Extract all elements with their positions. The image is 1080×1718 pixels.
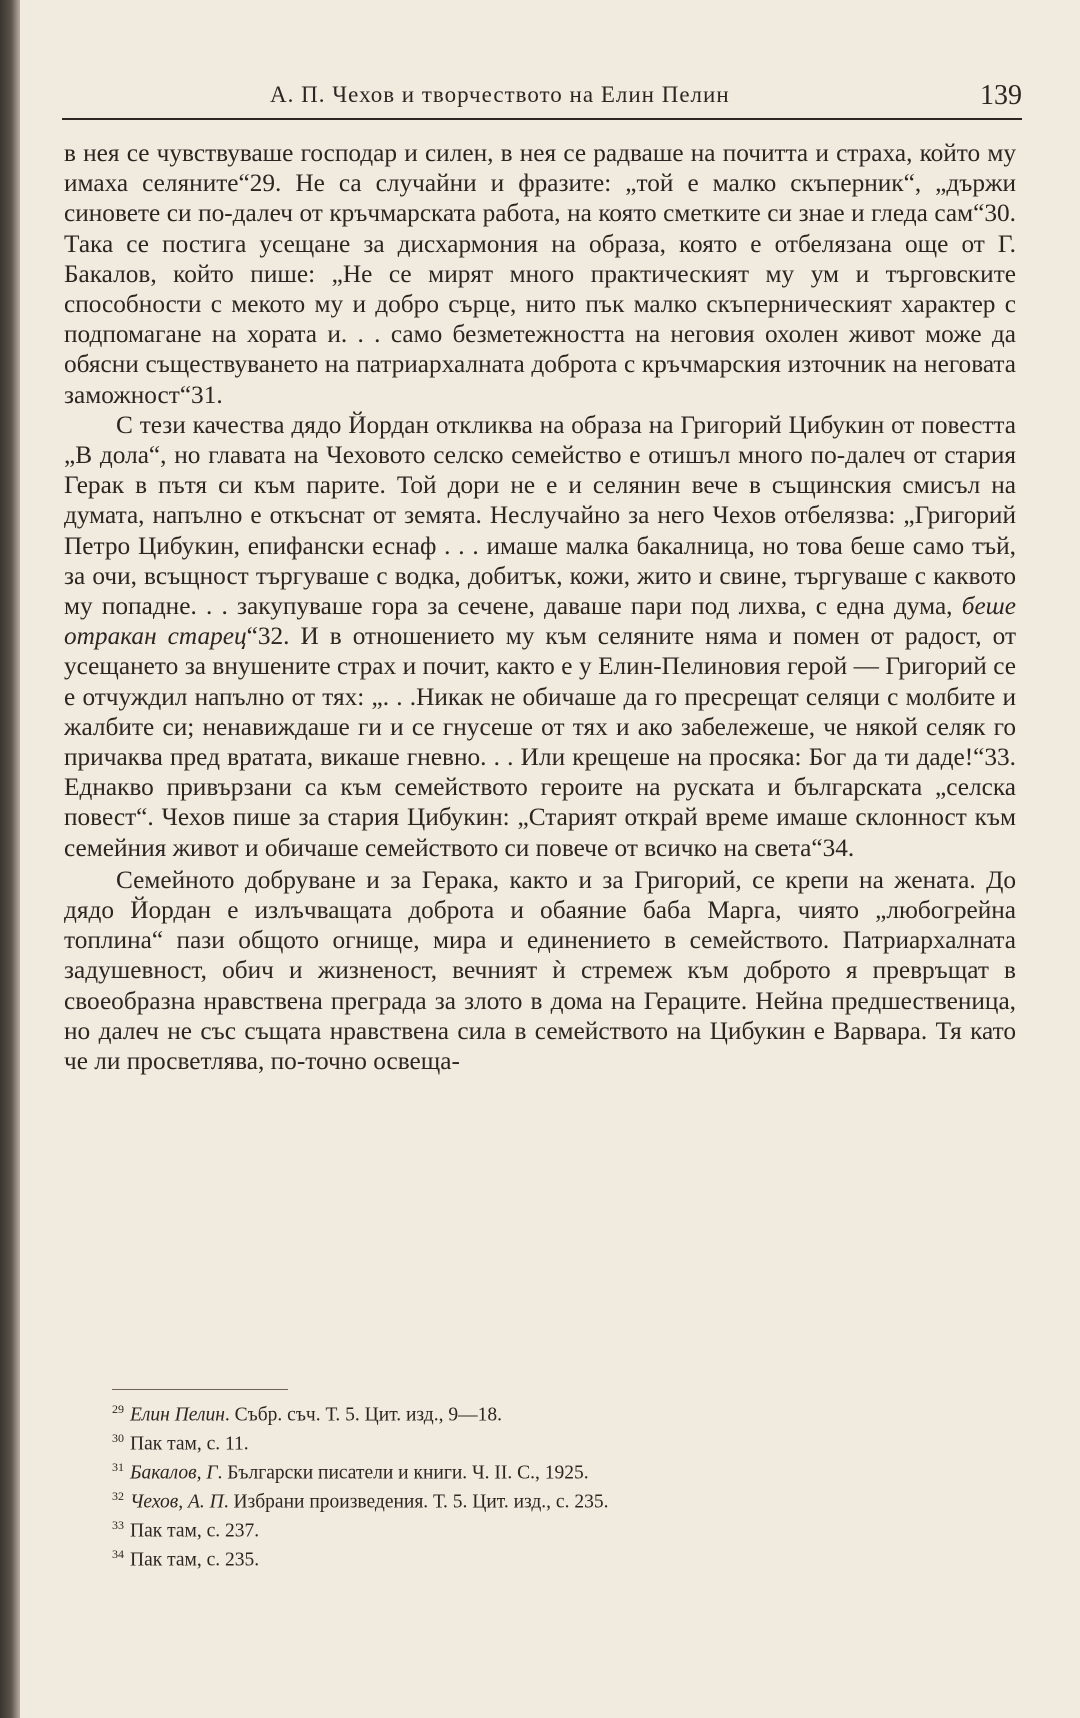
footnote-number: 33	[112, 1517, 124, 1532]
page-number: 139	[980, 80, 1022, 111]
footnote-31	[112, 1456, 992, 1485]
footnote-number: 32	[112, 1488, 124, 1503]
footnotes	[112, 1398, 992, 1571]
footnote-text: Пак там, с. 11.	[130, 1433, 249, 1455]
paragraph-3: Семейното добруване и за Герака, както и за Григорий, се крепи на жената. До дядо Йордан е излъчващата доброта и обаяние баба Марга, чиято „любогрейна топлина“ пази общото огнище, мира и единението в семейството. Патриархалната задушевност, обич и жизненост, вечният ѝ стремеж към доброто я превръщат в своеобразна нравствена преграда за злото в дома на Гераците. Нейна предшественица, но далеч не със същата нравствена сила в семейството на Цибукин е Варвара. Тя като че ли просветлява, по-точно освеща-	[64, 865, 1016, 1076]
footnote-number: 30	[112, 1430, 124, 1445]
footnote-author: Бакалов, Г	[130, 1462, 218, 1484]
footnote-author: Елин Пелин	[130, 1404, 225, 1426]
footnote-author: Чехов, А. П	[130, 1491, 224, 1513]
paragraph-2	[64, 410, 1016, 863]
footnote-number: 31	[112, 1459, 124, 1474]
body-text	[64, 138, 1016, 1076]
footnote-33	[112, 1514, 992, 1543]
footnote-34	[112, 1543, 992, 1572]
header-rule	[62, 118, 1022, 120]
footnote-30	[112, 1427, 992, 1456]
paragraph-1: в нея се чувствуваше господар и силен, в нея се радваше на почитта и страха, който му имаха селяните“29. Не са случайни и фразите: „той е малко скъперник“, „държи синовете си по-далеч от кръчмарската работа, на която сметките си знае и гледа сам“30. Така се постига усещане за дисхармония на образа, която е отбелязана още от Г. Бакалов, който пише: „Не се мирят много практическият му ум и търговските способности с мекото му и добро сърце, нито пък малко скъперническият характер с подпомагане на хората и. . . само безметежността на неговия охолен живот може да обясни съществуването на патриархалната доброта с кръчмарския източник на неговата заможност“31.	[64, 139, 1016, 409]
footnote-32	[112, 1485, 992, 1514]
footnote-rule	[112, 1389, 288, 1390]
footnote-text: . Събр. съч. Т. 5. Цит. изд., 9—18.	[224, 1404, 502, 1426]
footnote-29	[112, 1398, 992, 1427]
paragraph-2-text-b: “32. И в отношението му към селяните няма и помен от радост, от усещането за внушените страх и почит, както е у Елин-Пелиновия герой — Григорий се е отчуждил напълно от тях: „. . .Никак не обичаше да го пресрещат селяци с молбите и жалбите си; ненавиждаше ги и се гнусеше от тях и ако забележеше, че някой селяк го причаква пред вратата, викаше гневно. . . Или крещеше на просяка: Бог да ти даде!“33. Еднакво привързани са към семейството героите на руската и българската „селска повест“. Чехов пише за стария Цибукин: „Старият открай време имаше склонност към семейния живот и обичаше семейството си повече от всичко на света“34.	[64, 622, 1017, 862]
footnote-text: . Български писатели и книги. Ч. II. С., 1925.	[217, 1462, 589, 1484]
footnote-number: 29	[112, 1402, 124, 1416]
running-header	[62, 78, 1022, 130]
footnote-number: 34	[112, 1546, 124, 1561]
paragraph-2-text-a: С тези качества дядо Йордан откликва на образа на Григорий Цибукин от повестта „В дола“, но главата на Чеховото селско семейство е отишъл много по-далеч от стария Герак в пътя си към парите. Той дори не е и селянин вече в същинския смисъл на думата, напълно е откъснат от земята. Неслучайно за него Чехов отбелязва: „Григорий Петро Цибукин, епифански еснаф . . . имаше малка бакалница, но това беше само тъй, за очи, всъщност търгуваше с водка, добитък, кожи, жито и свине, търгуваше с каквото му попадне. . . закупуваше гора за сечене, даваше пари под лихва, с една дума,	[64, 410, 1016, 621]
book-binding-shadow	[0, 0, 20, 1718]
running-title: А. П. Чехов и творчеството на Елин Пелин	[262, 82, 738, 108]
footnote-text: Пак там, с. 235.	[130, 1549, 260, 1571]
paragraph-2-italic-quote: беше отракан старец	[64, 592, 1016, 651]
footnote-text: . Избрани произведения. Т. 5. Цит. изд., с. 235.	[223, 1491, 609, 1513]
footnote-text: Пак там, с. 237.	[130, 1520, 260, 1542]
